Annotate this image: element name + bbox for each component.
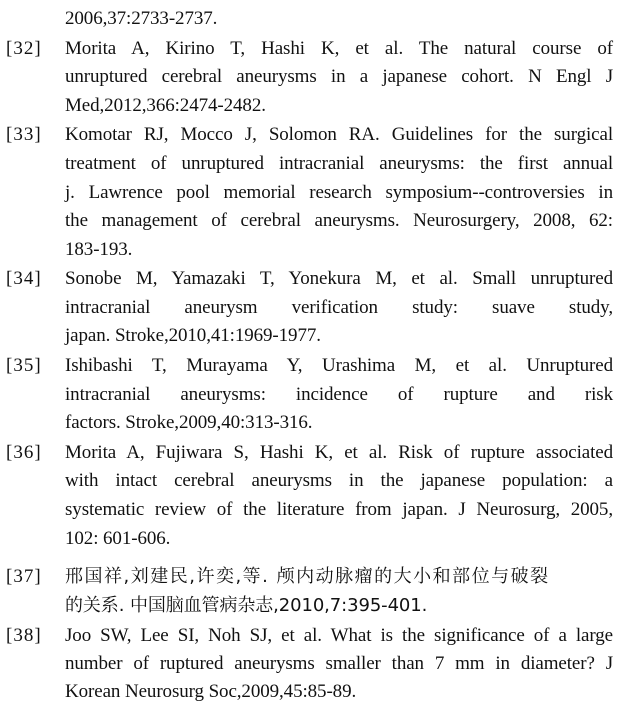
reference-line: intracranial aneurysms: incidence of rupture and risk xyxy=(65,384,613,405)
reference-line: Ishibashi T, Murayama Y, Urashima M, et al. Unruptured xyxy=(65,355,613,376)
reference-line: 的关系. 中国脑血管病杂志,2010,7:395-401. xyxy=(65,595,428,616)
reference-line: Med,2012,366:2474-2482. xyxy=(65,95,266,116)
reference-number: [38] xyxy=(6,625,42,646)
reference-number: [33] xyxy=(6,124,42,145)
reference-line: Joo SW, Lee SI, Noh SJ, et al. What is the significance of a large xyxy=(65,625,613,646)
reference-number: [32] xyxy=(6,38,42,59)
reference-number: [36] xyxy=(6,442,42,463)
reference-line: Morita A, Kirino T, Hashi K, et al. The natural course of xyxy=(65,38,613,59)
reference-line: Sonobe M, Yamazaki T, Yonekura M, et al. Small unruptured xyxy=(65,268,613,289)
reference-line: japan. Stroke,2010,41:1969-1977. xyxy=(65,325,321,346)
reference-line: systematic review of the literature from japan. J Neurosurg, 2005, xyxy=(65,499,613,520)
reference-line: number of ruptured aneurysms smaller than 7 mm in diameter? J xyxy=(65,653,613,674)
reference-line: 2006,37:2733-2737. xyxy=(65,8,218,29)
reference-line: j. Lawrence pool memorial research symposium--controversies in xyxy=(65,182,613,203)
reference-line: unruptured cerebral aneurysms in a japanese cohort. N Engl J xyxy=(65,66,613,87)
reference-line: treatment of unruptured intracranial aneurysms: the first annual xyxy=(65,153,613,174)
reference-line: 183-193. xyxy=(65,239,133,260)
reference-line: 102: 601-606. xyxy=(65,528,171,549)
reference-line: intracranial aneurysm verification study: suave study, xyxy=(65,297,613,318)
reference-line: the management of cerebral aneurysms. Neurosurgery, 2008, 62: xyxy=(65,210,613,231)
reference-number: [37] xyxy=(6,566,42,587)
reference-line: 邢国祥,刘建民,许奕,等. 颅内动脉瘤的大小和部位与破裂 xyxy=(65,566,550,587)
reference-line: Komotar RJ, Mocco J, Solomon RA. Guidelines for the surgical xyxy=(65,124,613,145)
reference-line: with intact cerebral aneurysms in the japanese population: a xyxy=(65,470,613,491)
reference-line: factors. Stroke,2009,40:313-316. xyxy=(65,412,313,433)
reference-line: Morita A, Fujiwara S, Hashi K, et al. Risk of rupture associated xyxy=(65,442,613,463)
reference-line: Korean Neurosurg Soc,2009,45:85-89. xyxy=(65,681,357,702)
reference-number: [34] xyxy=(6,268,42,289)
reference-number: [35] xyxy=(6,355,42,376)
